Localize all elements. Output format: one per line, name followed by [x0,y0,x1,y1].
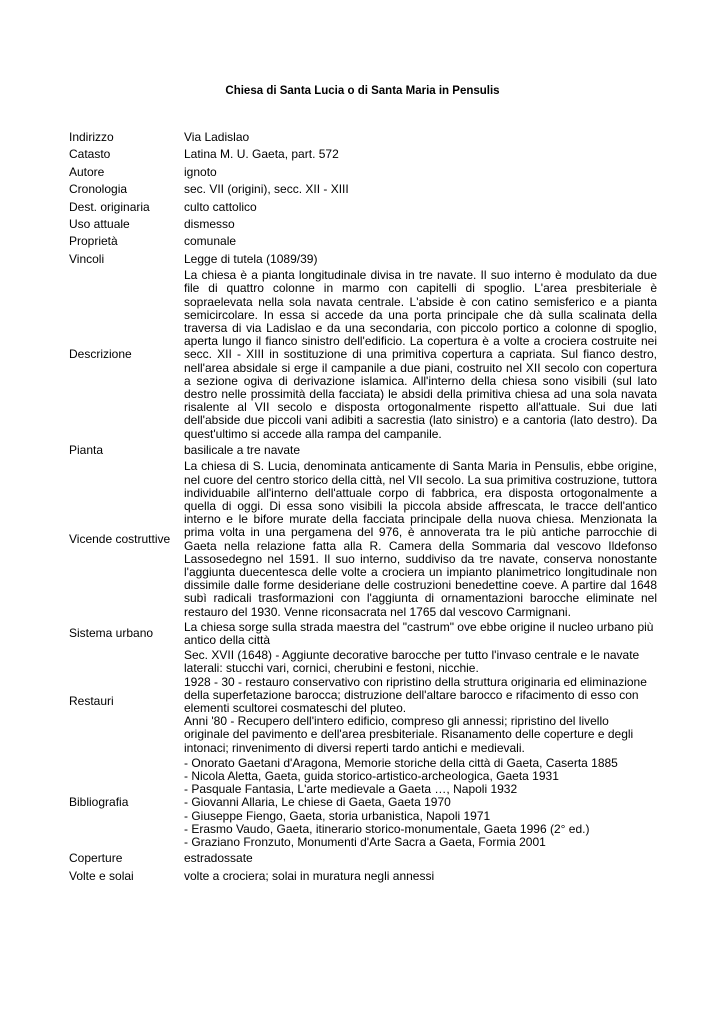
bibliography-entry: - Giovanni Allaria, Le chiese di Gaeta, Gaeta 1970 [184,795,451,810]
row-autore [69,164,657,181]
field-label: Pianta [69,442,104,457]
bibliography-entry: - Graziano Fronzuto, Monumenti d'Arte Sacra a Gaeta, Formia 2001 [184,834,546,849]
row-cronologia [69,181,657,198]
row-dest-originaria [69,199,657,216]
field-value: ignoto [184,164,217,179]
row-indirizzo [69,129,657,146]
document-title: Chiesa di Santa Lucia o di Santa Maria in Pensulis [225,85,500,97]
row-descrizione [69,268,657,442]
field-label: Proprietà [69,234,118,249]
field-value: volte a crociera; solai in muratura negli annessi [184,868,435,883]
row-sistema-urbano [69,620,657,648]
field-value: Legge di tutela (1089/39) [184,251,318,266]
row-bibliografia [69,756,657,850]
field-value: Latina M. U. Gaeta, part. 572 [184,147,339,162]
field-label: Uso attuale [69,217,130,232]
field-label: Indirizzo [69,130,114,144]
restauro-entry: Sec. XVII (1648) - Aggiunte decorative barocche per tutto l'invaso centrale e le navate laterali: stucchi vari, cornici, cherubini e festoni, nicchie. [184,648,640,676]
field-label: Restauri [69,694,114,709]
row-vincoli [69,251,657,268]
field-label: Sistema urbano [69,626,154,641]
field-value: La chiesa è a pianta longitudinale divisa in tre navate. Il suo interno è modulato da due file di quattro colonne in marmo con capitelli di spoglio. L'area presbiteriale è sopraelevata nella sola navata centrale. L'abside è con catino semisferico e a pianta semicircolare. In essa si accede da una porta principale che dà sulla scalinata della traversa di via Ladislao e da una secondaria, con piccolo portico a colonne di spoglio, aperta lungo il fianco sinistro dell'edificio. La copertura è a volte a crociera costruite nei secc. XII - XIII in sostituzione di una primitiva copertura a capriata. Sul fianco destro, nell'area absidale si erge il campanile a due piani, costruito nel XII secolo con copertura a sezione ogiva di derivazione islamica. All'interno della chiesa sono visibili (sul lato destro nelle prossimità della facciata) le absidi della primitiva chiesa ad una sola navata risalente al VII secolo e disposta ortogonalmente rispetto all'attuale. Sui due lati dell'abside due piccoli vani adibiti a sacrestia (lato sinistro) e a cantoria (lato destro). Da quest'ultimo si accede alla rampa del campanile. [184,268,657,441]
field-label: Volte e solai [69,868,134,883]
field-label: Vincoli [69,251,105,266]
restauro-entry: 1928 - 30 - restauro conservativo con ripristino della struttura originaria ed eliminazione della superfetazione barocca; distruzione dell'altare barocco e rifacimento di esso con elementi scultorei cosmateschi del pluteo. [184,674,647,715]
field-value: La chiesa sorge sulla strada maestra del "castrum" ove ebbe origine il nucleo urbano più antico della città [184,619,654,647]
bibliography-entry: - Onorato Gaetani d'Aragona, Memorie storiche della città di Gaeta, Caserta 1885 [184,755,618,770]
field-label: Autore [69,164,105,179]
field-value: basilicale a tre navate [184,442,301,457]
field-label: Bibliografia [69,795,129,810]
field-value: estradossate [184,851,253,866]
row-catasto [69,146,657,163]
row-proprieta [69,233,657,250]
field-label: Descrizione [69,347,132,362]
field-value: dismesso [184,217,235,232]
field-label: Coperture [69,851,123,866]
restauro-entry: Anni '80 - Recupero dell'intero edificio, compreso gli annessi; ripristino del livello originale del pavimento e dell'area presbiteriale. Risanamento delle coperture e degli intonaci; rinvenimento di diversi reperti tardo antichi e medievali. [184,714,634,755]
field-value: Via Ladislao [184,130,250,144]
row-restauri [69,648,657,756]
bibliography-entry: - Pasquale Fantasia, L'arte medievale a Gaeta …, Napoli 1932 [184,782,518,797]
field-label: Dest. originaria [69,199,150,214]
row-uso-attuale [69,216,657,233]
row-vicende-costruttive [69,459,657,619]
field-label: Vicende costruttive [69,531,171,546]
field-value: sec. VII (origini), secc. XII - XIII [184,182,349,197]
field-value: La chiesa di S. Lucia, denominata anticamente di Santa Maria in Pensulis, ebbe origine, nel cuore del centro storico della città, nel VII secolo. La sua primitiva costruzione, tuttora individuabile all'interno dell'attuale corpo di fabbrica, era disposta ortogonalmente a quella di oggi. Di essa sono visibili la piccola abside affrescata, le tracce dell'antico interno e le bifore murate della facciata principale della nuova chiesa. Menzionata la prima volta in una pergamena del 976, è annoverata tra le più antiche parrocchie di Gaeta nella relazione fatta alla R. Camera della Sommaria dal vescovo Ildefonso Lassosedegno nel 1591. Il suo interno, suddiviso da tre navate, conserva nonostante l'aggiunta duecentesca delle volte a crociera un impianto planimetrico longitudinale non dissimile dalle forme desideriane delle costruzioni benedettine coeve. A partire dal 1648 subì radicali trasformazioni con l'aggiunta di ornamentazioni barocche eliminate nel restauro del 1930. Venne riconsacrata nel 1765 dal vescovo Carmignani. [184,459,657,619]
field-label: Catasto [69,147,111,162]
field-value [184,648,657,756]
row-pianta [69,442,657,459]
field-value: comunale [184,234,237,249]
row-volte-e-solai [69,868,657,885]
bibliography-entry: - Giuseppe Fiengo, Gaeta, storia urbanistica, Napoli 1971 [184,808,491,823]
bibliography-entry: - Nicola Aletta, Gaeta, guida storico-artistico-archeologica, Gaeta 1931 [184,768,559,783]
bibliography-entry: - Erasmo Vaudo, Gaeta, itinerario storico-monumentale, Gaeta 1996 (2° ed.) [184,821,590,836]
field-label: Cronologia [69,182,128,197]
field-value: culto cattolico [184,199,257,214]
field-value [184,756,657,850]
record-table [69,129,657,885]
row-coperture [69,850,657,867]
